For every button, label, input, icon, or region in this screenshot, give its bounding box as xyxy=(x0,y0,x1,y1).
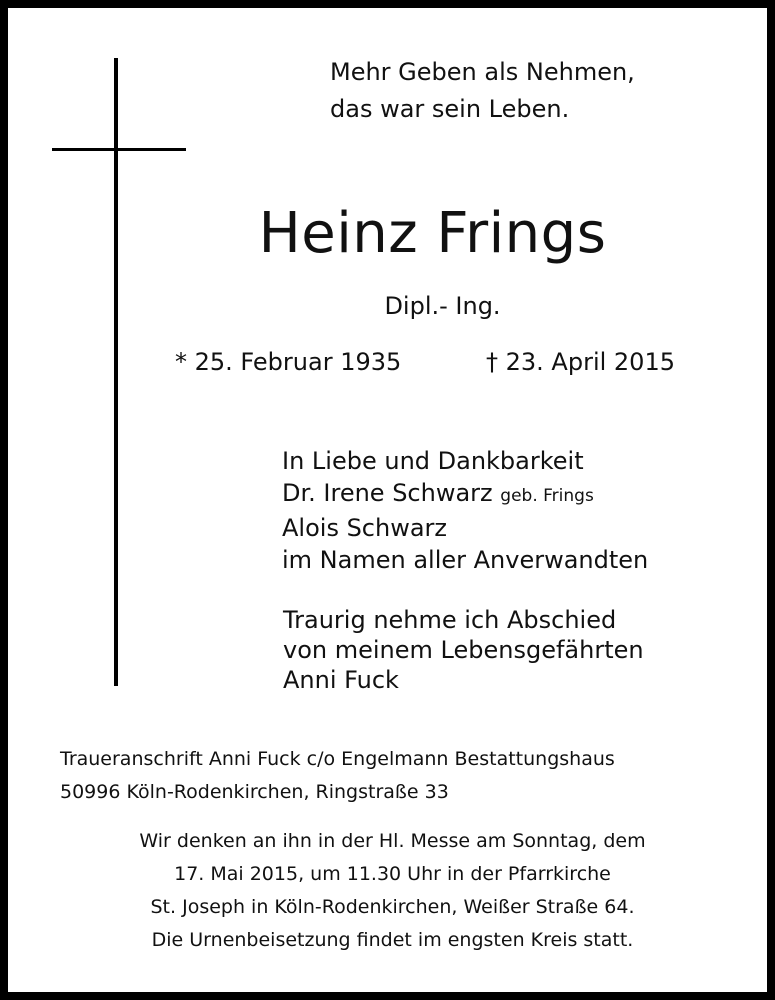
address-line: 50996 Köln-Rodenkirchen, Ringstraße 33 xyxy=(60,781,449,803)
mourners-line xyxy=(282,477,648,512)
mass-line: Wir denken an ihn in der Hl. Messe am Sonntag, dem xyxy=(139,830,646,852)
mourners-line: Alois Schwarz xyxy=(282,514,448,542)
mourners-line: im Namen aller Anverwandten xyxy=(282,546,649,574)
motto-line: Mehr Geben als Nehmen, xyxy=(330,58,635,86)
mass-line: Die Urnenbeisetzung findet im engsten Kreis statt. xyxy=(151,929,634,951)
motto-line: das war sein Leben. xyxy=(330,95,570,123)
memorial-mass-info xyxy=(8,825,767,957)
mourners-list xyxy=(282,445,648,576)
cross-icon-bar xyxy=(52,148,186,151)
birth-date: * 25. Februar 1935 xyxy=(175,348,402,376)
mass-line: St. Joseph in Köln-Rodenkirchen, Weißer Straße 64. xyxy=(150,896,635,918)
farewell-line: Traurig nehme ich Abschied xyxy=(283,606,617,634)
farewell-line: von meinem Lebensgefährten xyxy=(283,636,644,664)
farewell-message xyxy=(283,605,644,695)
motto xyxy=(330,54,635,128)
mourning-address xyxy=(60,743,615,809)
farewell-line: Anni Fuck xyxy=(283,666,399,694)
mourner-name: Dr. Irene Schwarz xyxy=(282,479,493,507)
address-line: Traueranschrift Anni Fuck c/o Engelmann Bestattungshaus xyxy=(60,748,615,770)
deceased-name: Heinz Frings xyxy=(258,201,607,266)
mourner-maiden-name: geb. Frings xyxy=(500,486,594,506)
cross-icon xyxy=(114,58,118,686)
deceased-title: Dipl.- Ing. xyxy=(384,292,501,320)
mourners-line: In Liebe und Dankbarkeit xyxy=(282,447,584,475)
death-date: † 23. April 2015 xyxy=(486,348,675,376)
mass-line: 17. Mai 2015, um 11.30 Uhr in der Pfarrkirche xyxy=(174,863,611,885)
